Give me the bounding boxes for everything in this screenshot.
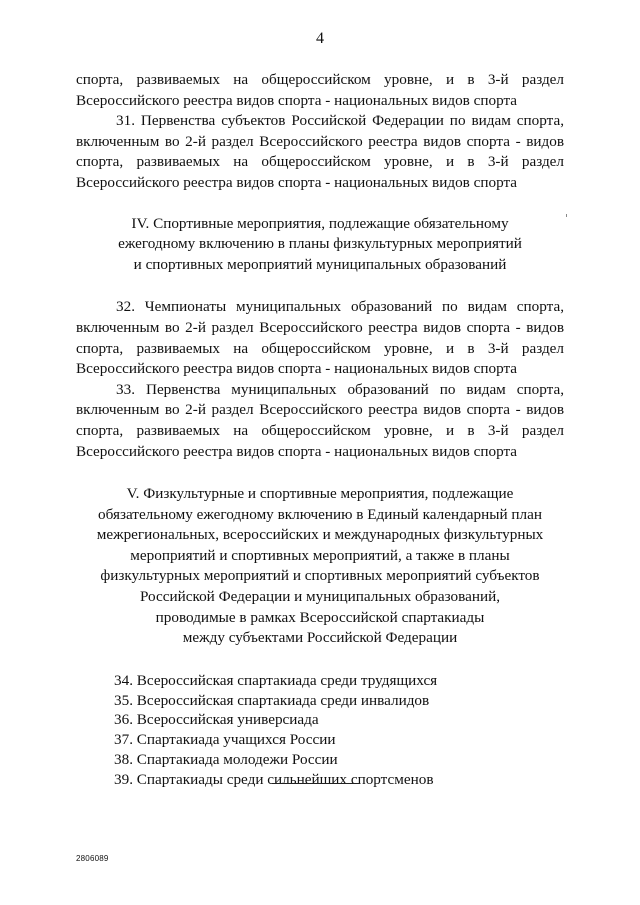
paragraph-item-31: 31. Первенства субъектов Российской Федерации по видам спорта, включенным во 2-й раздел Всероссийского реестра видов спорта - видов спорта, развиваемых на общероссийском уровне, и в 3-й раздел Всероссийского реестра видов спорта - национальных видов спорта: [76, 112, 564, 191]
spacer: [76, 649, 564, 671]
heading-line: IV. Спортивные мероприятия, подлежащие обязательному: [131, 214, 509, 232]
spacer: [76, 462, 564, 484]
paragraph-continuation: спорта, развиваемых на общероссийском уровне, и в 3-й раздел Всероссийского реестра видов спорта - национальных видов спорта: [76, 71, 564, 109]
paragraph-item-33: 33. Первенства муниципальных образований по видам спорта, включенным во 2-й раздел Всероссийского реестра видов спорта - видов спорта, развиваемых на общероссийском уровне, и в 3-й раздел Всероссийского реестра видов спорта - национальных видов спорта: [76, 380, 564, 460]
margin-mark: [566, 214, 567, 217]
list-item: 38. Спартакиада молодежи России: [114, 751, 338, 769]
heading-line: мероприятий и спортивных мероприятий, а также в планы: [130, 546, 510, 564]
end-rule: [272, 783, 360, 784]
event-list: [76, 671, 564, 790]
spacer: [76, 194, 564, 214]
document-body: [76, 70, 564, 790]
heading-line: между субъектами Российской Федерации: [182, 629, 458, 647]
paragraph-item-32: 32. Чемпионаты муниципальных образований по видам спорта, включенным во 2-й раздел Всероссийского реестра видов спорта - видов спорта, развиваемых на общероссийском уровне, и в 3-й раздел Всероссийского реестра видов спорта - национальных видов спорта: [76, 298, 564, 378]
list-item: 37. Спартакиада учащихся России: [114, 731, 336, 749]
section-iv-heading: [76, 214, 564, 276]
section-v-heading: [76, 484, 564, 649]
heading-line: и спортивных мероприятий муниципальных образований: [133, 255, 507, 273]
heading-line: обязательному ежегодному включению в Единый календарный план: [98, 505, 542, 523]
heading-line: V. Физкультурные и спортивные мероприятия, подлежащие: [126, 485, 514, 503]
list-item: 36. Всероссийская универсиада: [114, 711, 319, 729]
heading-line: межрегиональных, всероссийских и международных физкультурных: [96, 526, 544, 544]
footer-code: 2806089: [76, 854, 109, 863]
heading-line: ежегодному включению в планы физкультурных мероприятий: [118, 235, 522, 253]
heading-line: проводимые в рамках Всероссийской спартакиады: [155, 608, 485, 626]
list-item: 34. Всероссийская спартакиада среди трудящихся: [114, 671, 438, 689]
list-item: 35. Всероссийская спартакиада среди инвалидов: [114, 691, 430, 709]
heading-line: физкультурных мероприятий и спортивных мероприятий субъектов: [100, 567, 540, 585]
list-item: 39. Спартакиады среди сильнейших спортсменов: [114, 770, 434, 788]
heading-line: Российской Федерации и муниципальных образований,: [139, 588, 501, 606]
page-number: 4: [316, 30, 324, 47]
spacer: [76, 275, 564, 297]
